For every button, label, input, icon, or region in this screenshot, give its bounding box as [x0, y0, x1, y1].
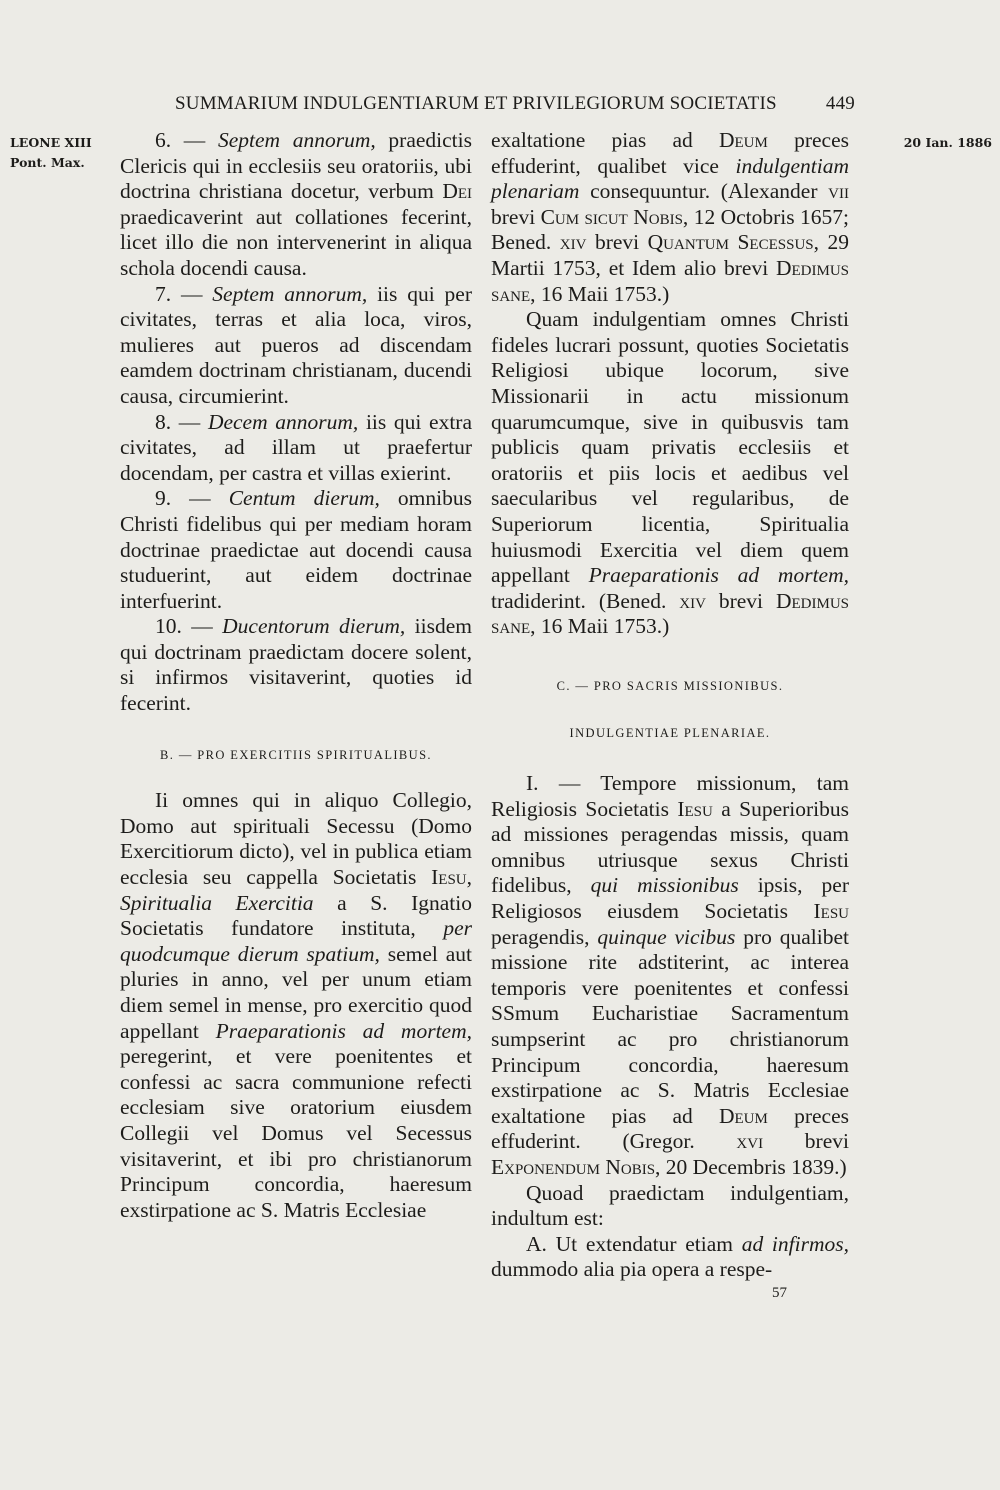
section-heading-b: B. — PRO EXERCITIIS SPIRITUALIBUS. — [160, 747, 432, 762]
right-column — [491, 128, 849, 1283]
section-heading-c: C. — PRO SACRIS MISSIONIBUS. — [556, 678, 784, 693]
paragraph-10: 10. — Ducentorum dierum, iisdem qui doctrinam praedictam docere solent, si infirmos visitaverint, quoties id fecerint. — [120, 614, 473, 716]
left-column — [120, 128, 472, 1223]
margin-note-date: 20 Ian. 1886 — [903, 135, 992, 150]
page-number: 449 — [825, 93, 855, 114]
margin-note-left — [10, 133, 92, 173]
subheading-plenary: INDULGENTIAE PLENARIAE. — [569, 726, 771, 741]
paragraph-7: 7. — Septem annorum, iis qui per civitates, terras et alia loca, viros, mulieres aut pueros ad discendam eamdem doctrinam christianam, ducendi causa, circumierint. — [120, 281, 472, 408]
margin-note-right — [904, 133, 992, 153]
paragraph-I: I. — Tempore missionum, tam Religiosis Societatis Iesu a Superioribus ad missiones peragendas missis, quam omnibus utriusque sexus Christi fidelibus, qui missionibus ipsis, per Religiosos eiusdem Societatis Iesu peragendis, quinque vicibus pro qualibet missione rite adstiterint, ac interea temporis vere poenitentes et confessi SSmum Eucharistiae Sacramentum sumpserint ac pro christianorum Principum concordia, haeresum exstirpatione ac S. Matris Ecclesiae exaltatione pias ad Deum preces effuderint. (Gregor. xvi brevi Exponendum Nobis, 20 Decembris 1839.) — [491, 771, 849, 1179]
paragraph-6: 6. — Septem annorum, praedictis Clericis qui in ecclesiis seu oratoriis, ubi doctrina christiana docetur, verbum Dei praedicaverint aut collationes fecerint, licet illo die non intervenerint in aliqua schola docendi causa. — [120, 128, 472, 280]
paragraph-8: 8. — Decem annorum, iis qui extra civitates, ad illam ut praefertur docendam, per castra et villas exierint. — [120, 409, 473, 485]
margin-note-title: Pont. Max. — [10, 155, 85, 170]
paragraph-quoad: Quoad praedictam indulgentiam, indultum est: — [491, 1180, 849, 1231]
paragraph-continuation: exaltatione pias ad Deum preces effuderint, qualibet vice indulgentiam plenariam consequuntur. (Alexander vii brevi Cum sicut Nobis, 12 Octobris 1657; Bened. xiv brevi Quantum Secessus, 29 Martii 1753, et Idem alio brevi Dedimus sane, 16 Maii 1753.) — [491, 128, 849, 306]
running-head — [175, 93, 855, 115]
paragraph-9: 9. — Centum dierum, omnibus Christi fidelibus qui per mediam horam doctrinae praedictae aut docendi causa studuerint, aut eidem doctrinae interfuerint. — [120, 486, 472, 613]
paragraph-exercitia: Ii omnes qui in aliquo Collegio, Domo aut spirituali Secessu (Domo Exercitiorum dicto), vel in publica etiam ecclesia seu cappella Societatis Iesu, Spiritualia Exercitia a S. Ignatio Societatis fundatore instituta, per quodcumque dierum spatium, semel aut pluries in anno, vel per unum etiam diem semel in mense, pro exercitio quod appellant Praeparationis ad mortem, peregerint, et vere poenitentes et confessi ac sacra communione refecti ecclesiam sive oratorium eiusdem Collegii vel Domus vel Secessus visitaverint, et ibi pro christianorum Principum concordia, haeresum exstirpatione ac S. Matris Ecclesiae — [120, 788, 472, 1222]
paragraph-quam: Quam indulgentiam omnes Christi fideles lucrari possunt, quoties Societatis Religiosi ubique locorum, sive Missionarii in actu missionum quarumcumque, sive in quibusvis tam publicis quam privatis ecclesiis et oratoriis et piis locis et aedibus vel saecularibus vel regularibus, de Superiorum licentia, Spiritualia huiusmodi Exercitia vel diem quem appellant Praeparationis ad mortem, tradiderint. (Bened. xiv brevi Dedimus sane, 16 Maii 1753.) — [491, 307, 849, 639]
running-head-title: SUMMARIUM INDULGENTIARUM ET PRIVILEGIORUM SOCIETATIS — [175, 93, 777, 114]
signature-mark: 57 — [772, 1285, 787, 1301]
margin-note-pope: LEONE XIII — [10, 135, 92, 150]
paragraph-A: A. Ut extendatur etiam ad infirmos, dummodo alia pia opera a respe- — [491, 1231, 849, 1282]
